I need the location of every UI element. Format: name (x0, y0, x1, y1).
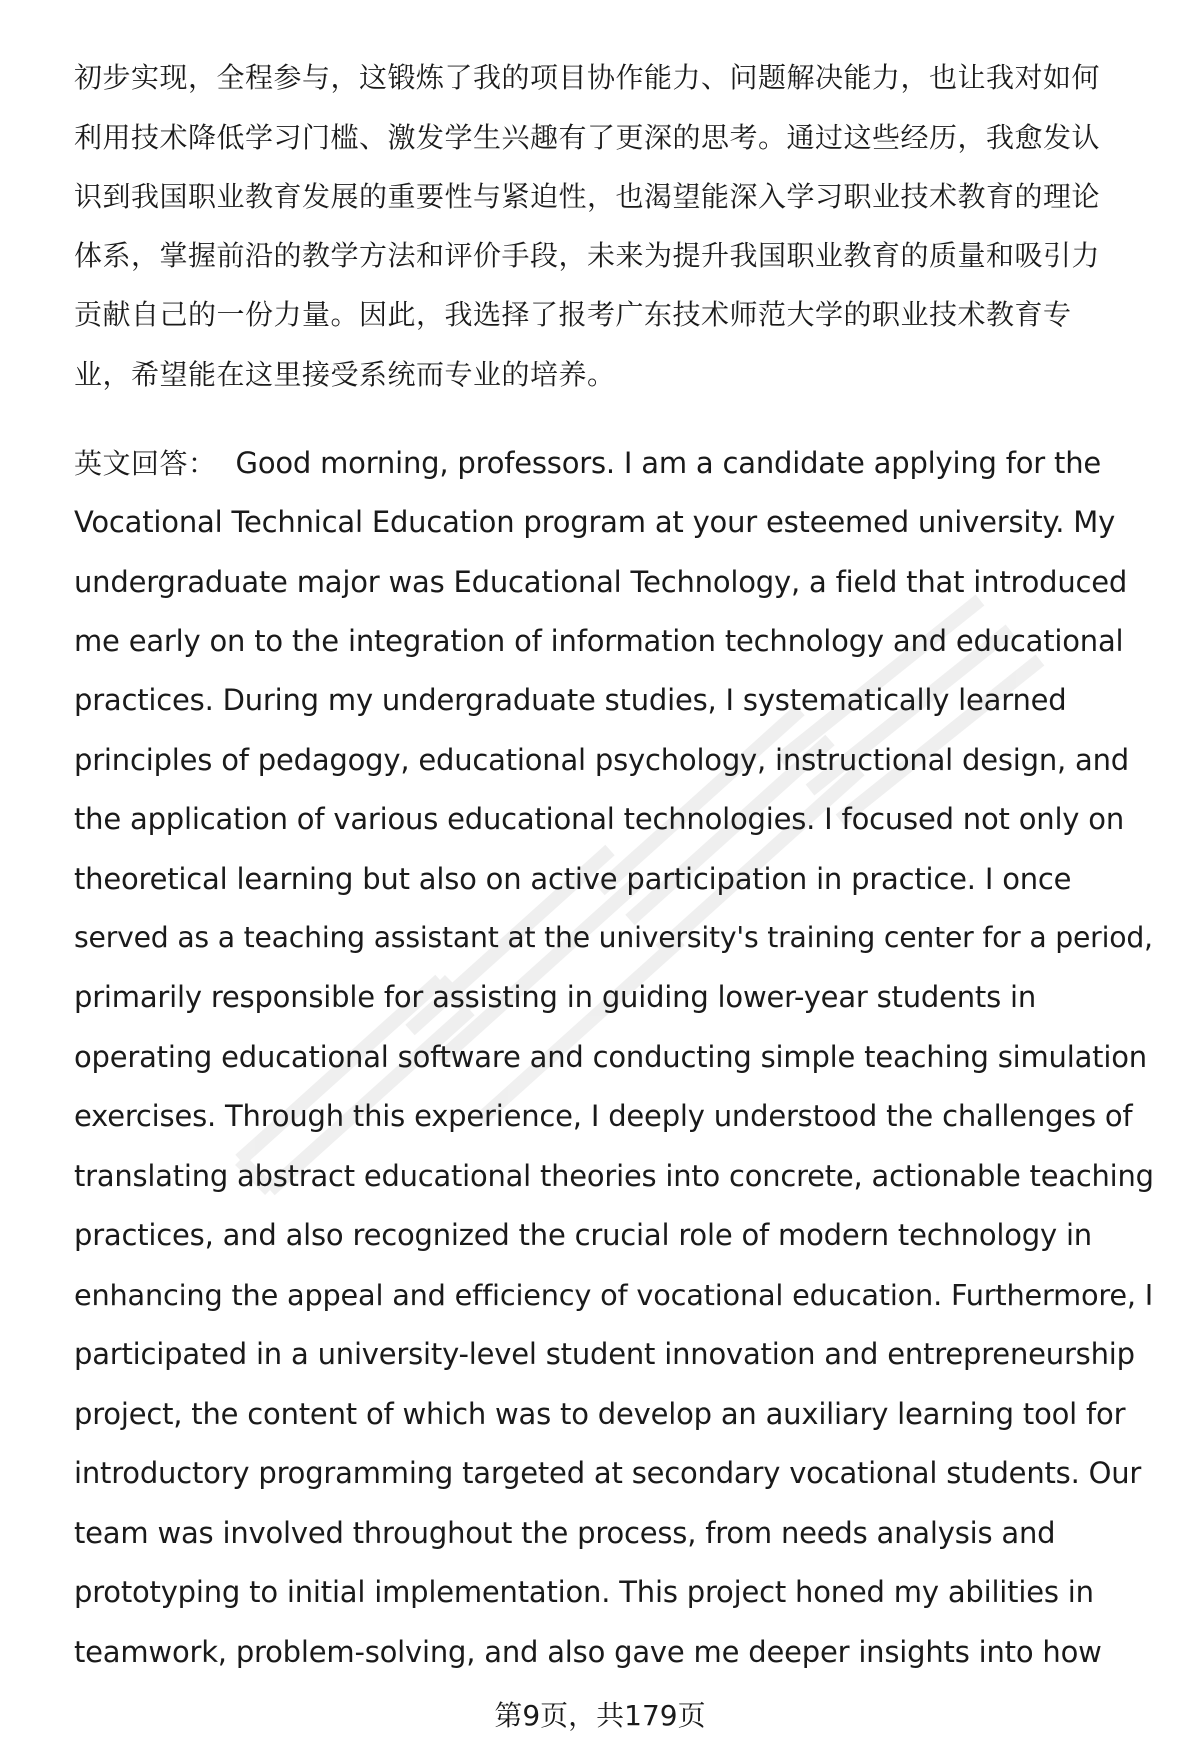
en-line-2: Vocational Technical Education program at your esteemed university. My (74, 505, 1116, 539)
en-line-17: project, the content of which was to develop an auxiliary learning tool for (74, 1397, 1126, 1431)
en-line-1 (74, 446, 1154, 480)
en-line-21: teamwork, problem-solving, and also gave me deeper insights into how (74, 1635, 1102, 1669)
en-line-7: the application of various educational technologies. I focused not only on (74, 802, 1125, 836)
en-line-10: primarily responsible for assisting in guiding lower-year students in (74, 980, 1037, 1014)
cn-line-1: 初步实现，全程参与，这锻炼了我的项目协作能力、问题解决能力，也让我对如何 (74, 61, 1101, 94)
en-line-8: theoretical learning but also on active participation in practice. I once (74, 862, 1072, 896)
en-line-15: enhancing the appeal and efficiency of vocational education. Furthermore, I (74, 1278, 1154, 1312)
en-line-18: introductory programming targeted at secondary vocational students. Our (74, 1456, 1142, 1490)
page-number: 第9页，共179页 (494, 1699, 706, 1732)
en-line-12: exercises. Through this experience, I deeply understood the challenges of (74, 1099, 1133, 1133)
cn-line-4: 体系，掌握前沿的教学方法和评价手段，未来为提升我国职业教育的质量和吸引力 (74, 239, 1101, 272)
en-line-11: operating educational software and conducting simple teaching simulation (74, 1040, 1147, 1074)
en-line-3: undergraduate major was Educational Technology, a field that introduced (74, 565, 1128, 599)
en-line-16: participated in a university-level student innovation and entrepreneurship (74, 1337, 1135, 1371)
en-line-13: translating abstract educational theories into concrete, actionable teaching (74, 1159, 1154, 1193)
en-line-20: prototyping to initial implementation. This project honed my abilities in (74, 1575, 1094, 1609)
cn-line-5: 贡献自己的一份力量。因此，我选择了报考广东技术师范大学的职业技术教育专 (74, 298, 1072, 331)
en-line-19: team was involved throughout the process, from needs analysis and (74, 1516, 1056, 1550)
en-line-1-text: Good morning, professors. I am a candidate applying for the (235, 446, 1102, 480)
en-line-5: practices. During my undergraduate studies, I systematically learned (74, 683, 1067, 717)
watermark-icon (180, 560, 1080, 1260)
en-line-4: me early on to the integration of information technology and educational (74, 624, 1124, 658)
cn-line-6: 业，希望能在这里接受系统而专业的培养。 (74, 358, 616, 391)
en-line-6: principles of pedagogy, educational psychology, instructional design, and (74, 743, 1130, 777)
cn-line-3: 识到我国职业教育发展的重要性与紧迫性，也渴望能深入学习职业技术教育的理论 (74, 180, 1101, 213)
en-line-14: practices, and also recognized the crucial role of modern technology in (74, 1218, 1092, 1252)
english-answer-label: 英文回答： (74, 447, 217, 480)
en-line-9: served as a teaching assistant at the university's training center for a period, (74, 921, 1153, 954)
cn-line-2: 利用技术降低学习门槛、激发学生兴趣有了更深的思考。通过这些经历，我愈发认 (74, 121, 1101, 154)
